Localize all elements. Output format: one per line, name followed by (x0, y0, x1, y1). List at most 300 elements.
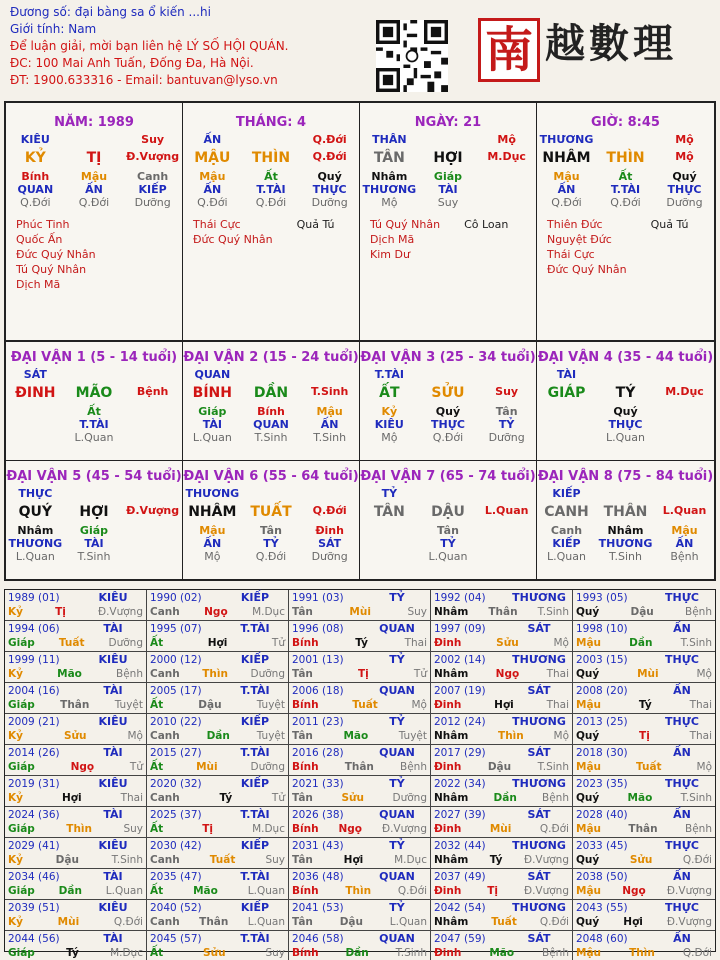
stars-list (16, 217, 182, 292)
year-cell (289, 745, 431, 776)
year-god: ẤN (673, 932, 691, 945)
life-stage-row (6, 196, 182, 209)
year-god: T.TÀI (240, 622, 270, 635)
year-stage: Thai (546, 668, 569, 680)
god-cell (65, 133, 123, 146)
year-god: KIÊU (98, 777, 128, 790)
stem-branch-cell: BÍNH (192, 385, 232, 401)
hidden-stem-row (183, 524, 359, 537)
year-stem: Quý (576, 668, 600, 680)
year-branch: Dần (345, 947, 369, 959)
year-stage: Q.Đới (539, 823, 569, 835)
stem-branch-cell: Bệnh (136, 385, 169, 398)
year-stem: Canh (150, 730, 180, 742)
year-god: SÁT (527, 932, 551, 945)
hidden-stem-cell (478, 524, 536, 537)
year-stage: T.Sinh (680, 637, 712, 649)
year-stem: Bính (292, 885, 319, 897)
god-cell: ẤN (203, 133, 222, 146)
dai-van-title: ĐẠI VẬN 7 (65 - 74 tuổi) (360, 468, 536, 484)
year-god: THỰC (665, 839, 699, 852)
hidden-god-cell (478, 537, 536, 550)
stem-branch-row (183, 504, 359, 520)
star-item: Quốc Ấn (16, 233, 63, 246)
year-stage: Dưỡng (250, 668, 285, 680)
stem-branch-cell: HỢI (433, 150, 463, 166)
year-label: 1995 (07) (150, 623, 202, 635)
stem-branch-cell: L.Quan (662, 503, 707, 517)
god-cell: TÀI (556, 368, 577, 381)
god-cell: Mộ (675, 133, 694, 146)
year-branch: Hợi (343, 854, 364, 866)
contact-line: Để luận giải, mời bạn liên hệ LÝ SỐ HỘI QUÁN. (10, 39, 289, 53)
year-label: 2022 (34) (434, 778, 486, 790)
god-cell (242, 487, 300, 500)
year-stem: Ất (150, 761, 164, 773)
stem-branch-cell: Q.Đới (312, 150, 347, 163)
dai-van-title: ĐẠI VẬN 3 (25 - 34 tuổi) (360, 350, 536, 365)
hidden-god-cell (538, 418, 596, 431)
hidden-god-cell (124, 537, 182, 550)
year-stem: Bính (292, 637, 319, 649)
god-row (360, 368, 536, 381)
year-label: 1996 (08) (292, 623, 344, 635)
annual-luck-table (4, 589, 716, 959)
god-cell (656, 487, 714, 500)
year-stage: Q.Đới (113, 916, 143, 928)
year-label: 2038 (50) (576, 871, 628, 883)
life-stage-row (537, 431, 714, 444)
year-stage: Q.Đới (539, 916, 569, 928)
year-branch: Sửu (203, 947, 226, 959)
year-stage: Mộ (127, 730, 143, 742)
year-stem: Kỷ (8, 730, 23, 742)
year-cell (147, 869, 289, 900)
hidden-stem-cell: Nhâm (17, 523, 54, 537)
year-stage: Đ.Vượng (523, 885, 569, 897)
hidden-stem-cell: Tân (495, 405, 518, 418)
hidden-god-row (6, 418, 182, 431)
star-item: Dịch Mã (370, 233, 415, 246)
year-god: KIẾP (240, 653, 270, 666)
year-cell (573, 621, 715, 652)
hidden-god-row (360, 418, 536, 431)
hidden-god-row (6, 537, 182, 550)
year-stage: Suy (265, 854, 285, 866)
year-stem: Giáp (8, 823, 35, 835)
year-god: THỰC (665, 777, 699, 790)
life-stage-row (6, 431, 182, 444)
year-cell (431, 745, 573, 776)
year-god: SÁT (527, 622, 551, 635)
hidden-god-row (537, 183, 714, 196)
life-stage-row (183, 196, 359, 209)
year-stem: Ất (150, 699, 164, 711)
year-branch: Thìn (202, 668, 228, 680)
hidden-god-row (537, 537, 714, 550)
year-stem: Tân (292, 730, 313, 742)
year-stage: Q.Đới (397, 885, 427, 897)
life-stage-cell: Suy (437, 196, 459, 209)
year-stem: Canh (150, 606, 180, 618)
year-cell (147, 838, 289, 869)
year-stage: Đ.Vượng (666, 916, 712, 928)
year-branch: Mùi (57, 916, 80, 928)
year-god: T.TÀI (240, 870, 270, 883)
year-cell (431, 714, 573, 745)
year-cell (431, 590, 573, 621)
year-branch: Thân (628, 823, 658, 835)
year-cell (147, 714, 289, 745)
stem-branch-row (6, 385, 182, 401)
dai-van-grid (4, 342, 716, 581)
year-god: ẤN (673, 808, 691, 821)
life-stage-row (537, 550, 714, 563)
year-label: 2023 (35) (576, 778, 628, 790)
hidden-god-row (183, 418, 359, 431)
year-stage: Mộ (411, 699, 427, 711)
year-stem: Kỷ (8, 854, 23, 866)
hidden-stem-cell (656, 405, 714, 418)
year-stem: Kỷ (8, 668, 23, 680)
year-cell (431, 683, 573, 714)
year-god: THƯƠNG (512, 591, 566, 604)
year-cell (147, 931, 289, 960)
hidden-god-row (360, 183, 536, 196)
year-god: KIẾP (240, 839, 270, 852)
stem-branch-cell: TỊ (86, 150, 102, 166)
year-label: 2024 (36) (8, 809, 60, 821)
hidden-stem-row (6, 170, 182, 183)
life-stage-cell: L.Quan (428, 549, 468, 563)
year-god: SÁT (527, 746, 551, 759)
hidden-god-cell: THƯƠNG (598, 536, 653, 550)
year-branch: Tý (219, 792, 233, 804)
year-label: 2025 (37) (150, 809, 202, 821)
year-label: 2011 (23) (292, 716, 344, 728)
year-stage: Bệnh (116, 668, 143, 680)
year-branch: Tị (202, 823, 213, 835)
stem-branch-cell: HỢI (79, 503, 109, 520)
stem-branch-cell: DẬU (431, 503, 465, 520)
year-god: THƯƠNG (512, 777, 566, 790)
hidden-stem-cell: Tân (437, 523, 459, 537)
god-cell (65, 487, 123, 500)
year-branch: Thìn (66, 823, 92, 835)
year-stem: Quý (576, 606, 600, 618)
god-cell (242, 133, 300, 146)
life-stage-cell: Q.Đới (432, 431, 464, 444)
year-stem: Mậu (576, 885, 602, 897)
year-branch: Tý (355, 637, 368, 649)
stem-branch-cell: L.Quan (484, 503, 529, 517)
year-branch: Sửu (341, 792, 364, 804)
year-branch: Sửu (63, 730, 87, 742)
year-stem: Tân (292, 792, 313, 804)
hidden-stem-row (183, 405, 359, 418)
year-stage: Tuyệt (114, 699, 143, 711)
stem-branch-row (360, 504, 536, 520)
pillar-title: NĂM: 1989 (54, 115, 134, 130)
life-stage-cell (538, 431, 596, 444)
year-stem: Bính (292, 699, 319, 711)
stem-branch-cell: M.Dục (487, 150, 526, 163)
pillar-cell (360, 103, 537, 340)
year-god: TỶ (389, 839, 405, 852)
god-cell: Mộ (497, 133, 516, 146)
stem-branch-cell: SỬU (431, 385, 465, 401)
god-cell (478, 368, 536, 381)
year-branch: Mùi (489, 823, 512, 835)
hidden-god-cell: T.TÀI (610, 183, 641, 196)
hidden-god-cell: THƯƠNG (8, 536, 63, 550)
god-cell (301, 487, 359, 500)
year-cell (573, 745, 715, 776)
hidden-stem-row (537, 524, 714, 537)
year-cell (289, 621, 431, 652)
year-stage: T.Sinh (395, 947, 427, 959)
god-row (537, 133, 714, 146)
year-label: 2008 (20) (576, 685, 628, 697)
dai-van-cell (360, 461, 537, 580)
hidden-stem-cell: Giáp (198, 405, 227, 418)
god-cell (656, 368, 714, 381)
year-stage: M.Dục (252, 606, 285, 618)
year-branch: Tuất (635, 761, 662, 773)
year-god: TỶ (389, 901, 405, 914)
god-row (183, 133, 359, 146)
year-branch: Dậu (198, 699, 222, 711)
stars-list (193, 217, 359, 247)
year-stage: L.Quan (389, 916, 427, 928)
stem-branch-cell: KỶ (24, 150, 46, 166)
year-branch: Dần (206, 730, 230, 742)
year-god: ẤN (673, 622, 691, 635)
year-branch: Ngọ (622, 885, 646, 897)
year-branch: Tý (638, 699, 652, 711)
year-branch: Sửu (496, 637, 519, 649)
dai-van-title: ĐẠI VẬN 1 (5 - 14 tuổi) (10, 350, 178, 365)
year-label: 2040 (52) (150, 902, 202, 914)
year-god: SÁT (527, 684, 551, 697)
stem-branch-row (183, 150, 359, 166)
year-cell (147, 590, 289, 621)
stem-branch-row (537, 504, 714, 520)
hidden-stem-cell: Mậu (199, 170, 226, 183)
year-stem: Nhâm (434, 854, 469, 866)
year-cell (431, 838, 573, 869)
year-stem: Quý (576, 916, 600, 928)
year-stage: Q.Đới (682, 947, 712, 959)
year-god: TÀI (103, 870, 123, 883)
year-label: 1992 (04) (434, 592, 486, 604)
year-branch: Dậu (487, 761, 512, 773)
life-stage-row (537, 196, 714, 209)
god-cell (478, 487, 536, 500)
year-stage: M.Dục (252, 823, 285, 835)
hidden-stem-cell: Quý (613, 405, 638, 418)
pillar-title: THÁNG: 4 (235, 115, 307, 130)
pillar-cell (537, 103, 714, 340)
year-stage: M.Dục (110, 947, 143, 959)
god-cell (65, 368, 123, 381)
year-cell (573, 776, 715, 807)
hidden-god-row (183, 183, 359, 196)
hidden-stem-cell: Mậu (671, 523, 698, 537)
stem-branch-cell: Q.Đới (312, 503, 347, 517)
star-item: Quả Tú (650, 218, 689, 231)
year-label: 2046 (58) (292, 933, 344, 945)
year-cell (5, 869, 147, 900)
year-god: TỶ (389, 591, 405, 604)
year-stage: T.Sinh (111, 854, 143, 866)
year-stage: L.Quan (105, 885, 143, 897)
hidden-god-cell (6, 418, 64, 431)
life-stage-cell: Q.Đới (20, 196, 51, 209)
god-row (6, 368, 182, 381)
life-stage-cell: T.Sinh (313, 431, 347, 444)
hidden-stem-cell: Đinh (315, 523, 344, 537)
life-stage-cell: Q.Đới (610, 196, 641, 209)
year-cell (5, 745, 147, 776)
stem-branch-cell: DẦN (253, 385, 289, 401)
year-stem: Tân (292, 606, 313, 618)
year-stage: Dưỡng (392, 792, 427, 804)
hidden-god-cell: ẤN (557, 183, 576, 196)
hidden-stem-cell: Giáp (79, 523, 109, 537)
year-cell (5, 931, 147, 960)
year-label: 2043 (55) (576, 902, 628, 914)
life-stage-cell (6, 431, 64, 444)
year-branch: Tị (639, 730, 650, 742)
hidden-god-cell: THỰC (312, 183, 347, 196)
stem-branch-cell: TÂN (373, 503, 405, 520)
pillar-cell (6, 103, 183, 340)
year-stem: Nhâm (434, 916, 469, 928)
year-branch: Ngọ (70, 761, 95, 773)
life-stage-row (360, 550, 536, 563)
star-item: Quả Tú (296, 218, 335, 231)
star-item: Thái Cực (547, 248, 595, 261)
year-branch: Mão (193, 885, 218, 897)
hidden-stem-cell: Mậu (199, 523, 226, 537)
year-branch: Tuất (352, 699, 378, 711)
year-god: THƯƠNG (512, 901, 566, 914)
year-stem: Giáp (8, 637, 35, 649)
year-cell (5, 776, 147, 807)
year-stem: Quý (576, 730, 600, 742)
year-branch: Hợi (494, 699, 514, 711)
year-branch: Ngọ (338, 823, 363, 835)
life-stage-cell: Mộ (381, 431, 398, 444)
year-stem: Kỷ (8, 606, 23, 618)
hidden-god-cell: KIẾP (552, 536, 581, 550)
dai-van-cell (6, 342, 183, 461)
hidden-stem-cell: Tân (260, 523, 282, 537)
life-stage-row (183, 550, 359, 563)
year-stem: Bính (292, 947, 319, 959)
god-row (360, 133, 536, 146)
god-cell: Q.Đới (312, 133, 347, 146)
stem-branch-cell: ẤT (379, 385, 400, 401)
god-cell: KIÊU (20, 133, 50, 146)
god-cell: KIẾP (552, 486, 581, 500)
year-god: THƯƠNG (512, 839, 566, 852)
year-god: TÀI (103, 684, 123, 697)
year-stem: Ất (150, 947, 164, 959)
star-item: Đức Quý Nhân (193, 233, 273, 246)
year-cell (147, 683, 289, 714)
year-branch: Thìn (629, 947, 655, 959)
hidden-stem-cell: Bính (21, 170, 50, 183)
year-cell (573, 838, 715, 869)
hidden-stem-cell: Nhâm (607, 523, 644, 537)
life-stage-cell: Q.Đới (255, 549, 287, 563)
life-stage-cell: L.Quan (547, 549, 586, 563)
hidden-stem-row (6, 405, 182, 418)
star-item: Cô Loan (464, 218, 509, 231)
pillars-grid (4, 101, 716, 342)
life-stage-cell: L.Quan (606, 431, 645, 444)
year-stem: Bính (292, 761, 319, 773)
stem-branch-cell: QUÝ (18, 503, 53, 520)
address-line: ĐC: 100 Mai Anh Tuấn, Đống Đa, Hà Nội. (10, 56, 254, 70)
year-label: 2039 (51) (8, 902, 60, 914)
year-stem: Đinh (434, 823, 462, 835)
hidden-god-cell: T.TÀI (79, 418, 109, 431)
year-stage: Bệnh (685, 823, 712, 835)
year-cell (573, 714, 715, 745)
year-branch: Mão (489, 947, 515, 959)
year-cell (5, 652, 147, 683)
year-god: T.TÀI (240, 684, 270, 697)
year-god: KIÊU (98, 591, 128, 604)
year-stage: Mộ (696, 668, 712, 680)
seal-logo: 南 (478, 18, 540, 82)
life-stage-cell: T.Sinh (609, 549, 642, 563)
life-stage-cell: Q.Đới (197, 196, 228, 209)
year-stage: Tử (129, 761, 143, 773)
life-stage-cell (360, 550, 418, 563)
year-cell (289, 683, 431, 714)
stem-branch-row (360, 150, 536, 166)
year-stem: Tân (292, 668, 313, 680)
hidden-god-cell: KIẾP (138, 183, 167, 196)
life-stage-cell: Bệnh (670, 549, 699, 563)
hidden-god-cell: T.TÀI (256, 183, 286, 196)
stars-list (547, 217, 714, 277)
stem-branch-cell: Mộ (675, 150, 694, 163)
year-cell (147, 621, 289, 652)
year-stage: Bệnh (542, 947, 569, 959)
year-branch: Dần (493, 792, 517, 804)
life-stage-cell: T.Sinh (77, 549, 111, 563)
year-cell (289, 714, 431, 745)
year-branch: Hợi (207, 637, 228, 649)
hidden-god-cell: ẤN (85, 183, 103, 196)
hidden-stem-row (360, 524, 536, 537)
year-god: TÀI (103, 746, 123, 759)
life-stage-cell (124, 431, 182, 444)
year-branch: Tị (55, 606, 66, 618)
year-stem: Mậu (576, 761, 602, 773)
year-god: T.TÀI (240, 932, 270, 945)
pillar-title: GIỜ: 8:45 (591, 115, 660, 130)
year-label: 2001 (13) (292, 654, 344, 666)
year-cell (573, 900, 715, 931)
year-stem: Nhâm (434, 668, 469, 680)
life-stage-cell: Dưỡng (134, 196, 171, 209)
